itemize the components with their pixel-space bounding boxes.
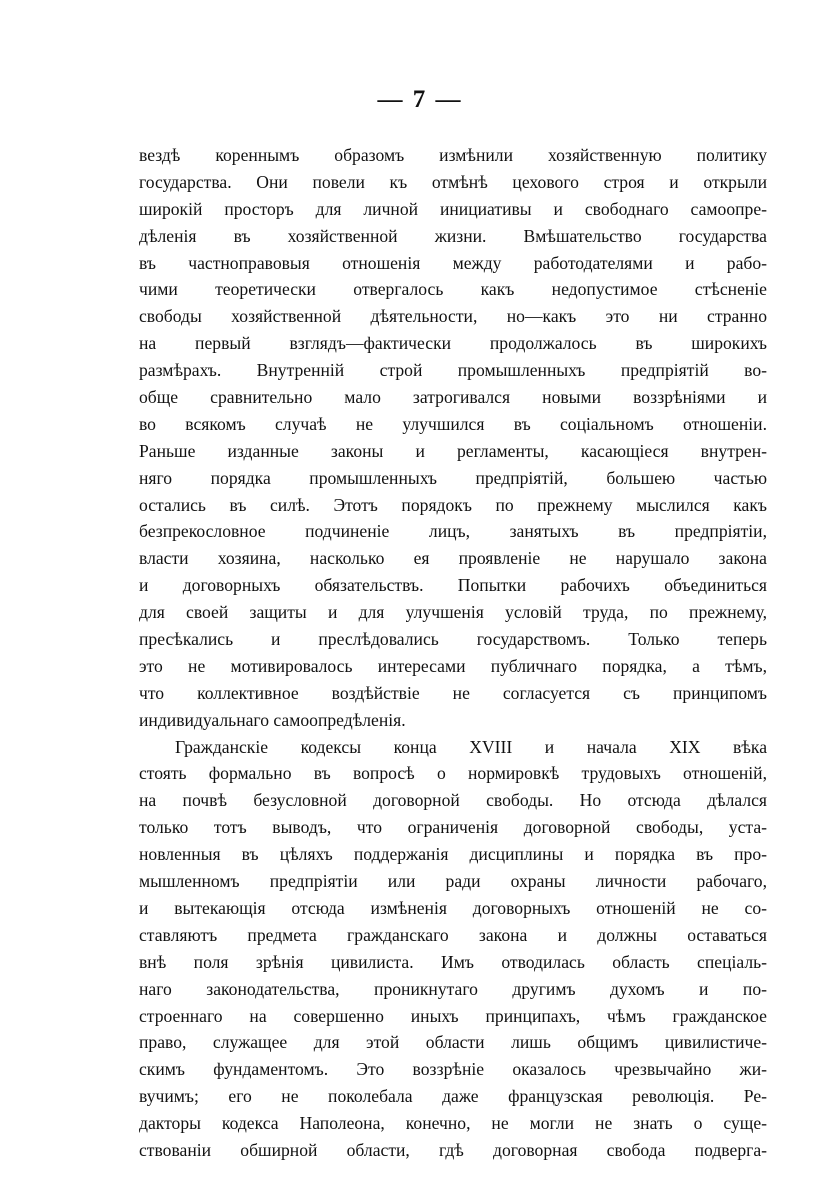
text-line: вучимъ; его не поколебала даже французская революція. Ре- — [139, 1086, 767, 1107]
paragraph-end-line: индивидуальнаго самоопредѣленія. — [139, 709, 406, 730]
text-line: Раньше изданные законы и регламенты, касающіеся внутрен- — [139, 440, 767, 461]
text-line: во всякомъ случаѣ не улучшился въ соціальномъ отношеніи. — [139, 413, 767, 434]
text-line: новленныя въ цѣляхъ поддержанія дисциплины и порядка въ про- — [139, 844, 767, 865]
text-line: внѣ поля зрѣнія цивилиста. Имъ отводилась область спеціаль- — [139, 951, 767, 972]
text-line: скимъ фундаментомъ. Это воззрѣніе оказалось чрезвычайно жи- — [139, 1059, 767, 1080]
text-line: государства. Они повели къ отмѣнѣ цехового строя и открыли — [139, 171, 767, 192]
text-line: и договорныхъ обязательствъ. Попытки рабочихъ объединиться — [139, 575, 767, 596]
text-line: остались въ силѣ. Этотъ порядокъ по прежнему мыслился какъ — [139, 494, 767, 515]
text-line: на почвѣ безусловной договорной свободы. Но отсюда дѣлался — [139, 790, 767, 811]
body-text — [139, 142, 767, 1164]
text-line: безпрекословное подчиненіе лицъ, занятыхъ въ предпріятіи, — [139, 521, 767, 542]
text-line: широкій просторъ для личной инициативы и свободнаго самоопре- — [139, 198, 767, 219]
text-line: строеннаго на совершенно иныхъ принципахъ, чѣмъ гражданское — [139, 1005, 767, 1026]
text-line: дакторы кодекса Наполеона, конечно, не могли не знать о суще- — [139, 1113, 767, 1134]
text-line: и вытекающія отсюда измѣненія договорныхъ отношеній не со- — [139, 897, 767, 918]
text-line: вездѣ кореннымъ образомъ измѣнили хозяйственную политику — [139, 145, 767, 165]
text-line: чими теоретически отвергалось какъ недопустимое стѣсненіе — [139, 279, 767, 300]
text-line: наго законодательства, проникнутаго другимъ духомъ и по- — [139, 978, 767, 999]
page-number: — 7 — — [377, 86, 463, 113]
paragraph-start-line: Гражданскіе кодексы конца XVIII и начала XIX вѣка — [175, 736, 767, 757]
text-line: размѣрахъ. Внутренній строй промышленныхъ предпріятій во- — [139, 360, 767, 381]
text-line: пресѣкались и преслѣдовались государствомъ. Только теперь — [139, 629, 767, 650]
text-line: мышленномъ предпріятіи или ради охраны личности рабочаго, — [139, 871, 767, 892]
text-line: ставляютъ предмета гражданскаго закона и должны оставаться — [139, 924, 767, 945]
text-line: обще сравнительно мало затрогивался новыми воззрѣніями и — [139, 387, 767, 408]
text-line: няго порядка промышленныхъ предпріятій, большею частью — [139, 467, 767, 488]
text-line: власти хозяина, насколько ея проявленіе не нарушало закона — [139, 548, 767, 569]
text-line: это не мотивировалось интересами публичнаго порядка, а тѣмъ, — [139, 655, 767, 676]
text-line: свободы хозяйственной дѣятельности, но—какъ это ни странно — [139, 306, 767, 327]
text-line: дѣленія въ хозяйственной жизни. Вмѣшательство государства — [139, 225, 767, 246]
text-line: на первый взглядъ—фактически продолжалось въ широкихъ — [139, 333, 767, 354]
text-line: право, служащее для этой области лишь общимъ цивилистиче- — [139, 1032, 767, 1053]
text-line: стоять формально въ вопросѣ о нормировкѣ трудовыхъ отношеній, — [139, 763, 767, 784]
text-line: въ частноправовыя отношенія между работодателями и рабо- — [139, 252, 767, 273]
text-line: для своей защиты и для улучшенія условій труда, по прежнему, — [139, 602, 767, 623]
text-line: ствованіи обширной области, гдѣ договорная свобода подверга- — [139, 1139, 767, 1160]
text-line: что коллективное воздѣйствіе не согласуется съ принципомъ — [139, 682, 767, 703]
text-line: только тотъ выводъ, что ограниченія договорной свободы, уста- — [139, 817, 767, 838]
